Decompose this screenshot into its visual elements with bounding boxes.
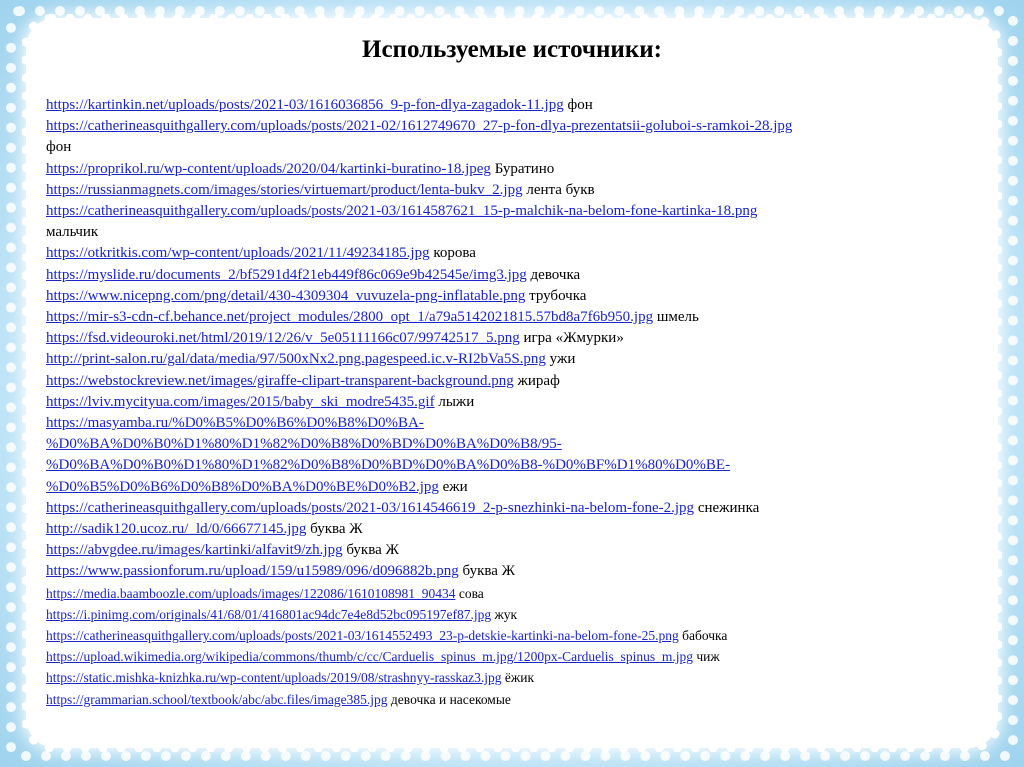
source-entry	[46, 159, 996, 180]
source-description: снежинка	[694, 499, 760, 516]
source-entry	[46, 201, 996, 222]
source-link[interactable]: https://grammarian.school/textbook/abc/abc.files/image385.jpg	[46, 691, 388, 707]
source-description: корова	[429, 245, 476, 262]
source-link[interactable]: https://www.passionforum.ru/upload/159/u15989/096/d096882b.png	[46, 563, 459, 580]
source-link[interactable]: https://media.baamboozle.com/uploads/images/122086/1610108981_90434	[46, 585, 456, 601]
source-description: фон	[46, 139, 72, 156]
source-link[interactable]: https://www.nicepng.com/png/detail/430-4309304_vuvuzela-png-inflatable.png	[46, 287, 526, 304]
source-link[interactable]: https://catherineasquithgallery.com/uploads/posts/2021-03/1614552493_23-p-detskie-kartinki-na-belom-fone-25.png	[46, 628, 679, 644]
source-link[interactable]: https://i.pinimg.com/originals/41/68/01/416801ac94dc7e4e8d52bc095197ef87.jpg	[46, 606, 492, 622]
source-description: Буратино	[490, 160, 555, 177]
source-description: буква Ж	[458, 563, 516, 580]
source-link[interactable]: %D0%BA%D0%B0%D1%80%D1%82%D0%B8%D0%BD%D0%BA%D0%B8/95-	[46, 436, 562, 453]
source-description: жираф	[513, 372, 560, 389]
source-entry	[46, 689, 996, 710]
source-link[interactable]: https://webstockreview.net/images/giraffe-clipart-transparent-background.png	[46, 372, 514, 389]
source-link[interactable]: http://print-salon.ru/gal/data/media/97/500xNx2.png.pagespeed.ic.v-RI2bVa5S.png	[46, 351, 546, 368]
source-entry	[46, 519, 996, 540]
source-entry	[46, 498, 996, 519]
source-entry	[46, 455, 996, 476]
source-entry	[46, 349, 996, 370]
source-link[interactable]: https://mir-s3-cdn-cf.behance.net/project_modules/2800_opt_1/a79a5142021815.57bd8a7f6b950.jpg	[46, 309, 654, 326]
source-description: буква Ж	[306, 521, 363, 538]
sources-list	[46, 95, 996, 710]
source-description: трубочка	[525, 287, 587, 304]
page-title: Используемые источники:	[362, 36, 662, 63]
source-entry	[46, 667, 996, 688]
source-entry	[46, 95, 996, 116]
source-entry	[46, 561, 996, 582]
source-entry	[46, 434, 996, 455]
source-link[interactable]: %D0%BA%D0%B0%D1%80%D1%82%D0%B8%D0%BD%D0%BA%D0%B8-%D0%BF%D1%80%D0%BE-	[46, 457, 731, 474]
source-link[interactable]: https://catherineasquithgallery.com/uploads/posts/2021-03/1614546619_2-p-snezhinki-na-belom-fone-2.jpg	[46, 499, 695, 516]
source-entry	[46, 540, 996, 561]
source-description: буква Ж	[342, 542, 399, 559]
source-description: ужи	[545, 351, 576, 368]
source-description: лыжи	[434, 393, 475, 410]
source-link[interactable]: https://lviv.mycityua.com/images/2015/baby_ski_modre5435.gif	[46, 393, 435, 410]
source-entry	[46, 243, 996, 264]
source-description: ёжик	[501, 670, 535, 686]
source-description: ежи	[438, 478, 468, 495]
source-entry	[46, 116, 996, 137]
source-description: бабочка	[678, 628, 728, 644]
source-description: фон	[563, 97, 593, 113]
source-description: чиж	[692, 649, 720, 665]
source-entry	[46, 328, 996, 349]
source-entry	[46, 307, 996, 328]
source-link[interactable]: https://myslide.ru/documents_2/bf5291d4f21eb449f86c069e9b42545e/img3.jpg	[46, 266, 527, 283]
source-description: жук	[491, 606, 518, 622]
source-entry	[46, 371, 996, 392]
source-link[interactable]: https://fsd.videouroki.net/html/2019/12/26/v_5e05111166c07/99742517_5.png	[46, 330, 520, 347]
source-description: девочка	[526, 266, 581, 283]
source-description: сова	[455, 585, 484, 601]
source-entry	[46, 604, 996, 625]
source-entry	[46, 646, 996, 667]
source-link[interactable]: https://static.mishka-knizhka.ru/wp-content/uploads/2019/08/strashnyy-rasskaz3.jpg	[46, 670, 502, 686]
source-link[interactable]: %D0%B5%D0%B6%D0%B8%D0%BA%D0%BE%D0%B2.jpg	[46, 478, 439, 495]
source-entry	[46, 392, 996, 413]
source-entry	[46, 413, 996, 434]
source-link[interactable]: https://kartinkin.net/uploads/posts/2021-03/1616036856_9-p-fon-dlya-zagadok-11.jpg	[46, 97, 564, 113]
source-link[interactable]: https://abvgdee.ru/images/kartinki/alfavit9/zh.jpg	[46, 542, 343, 559]
source-description: шмель	[653, 309, 699, 326]
source-link[interactable]: https://masyamba.ru/%D0%B5%D0%B6%D0%B8%D0%BA-	[46, 415, 424, 432]
source-entry	[46, 286, 996, 307]
source-link[interactable]: http://sadik120.ucoz.ru/_ld/0/66677145.jpg	[46, 521, 307, 538]
source-entry	[46, 180, 996, 201]
source-description: девочка и насекомые	[387, 691, 511, 707]
source-link[interactable]: https://upload.wikimedia.org/wikipedia/commons/thumb/c/cc/Carduelis_spinus_m.jpg/1200px-Carduelis_spinus_m.jpg	[46, 649, 693, 665]
source-entry	[46, 265, 996, 286]
source-link[interactable]: https://russianmagnets.com/images/stories/virtuemart/product/lenta-bukv_2.jpg	[46, 181, 523, 198]
source-entry	[46, 583, 996, 604]
source-link[interactable]: https://otkritkis.com/wp-content/uploads/2021/11/49234185.jpg	[46, 245, 430, 262]
source-link[interactable]: https://proprikol.ru/wp-content/uploads/2020/04/kartinki-buratino-18.jpeg	[46, 160, 491, 177]
source-entry	[46, 477, 996, 498]
source-description: игра «Жмурки»	[519, 330, 624, 347]
source-entry	[46, 222, 996, 243]
source-description: лента букв	[522, 181, 595, 198]
source-entry	[46, 625, 996, 646]
source-link[interactable]: https://catherineasquithgallery.com/uploads/posts/2021-03/1614587621_15-p-malchik-na-belom-fone-kartinka-18.png	[46, 203, 758, 220]
source-description: мальчик	[46, 224, 99, 241]
source-link[interactable]: https://catherineasquithgallery.com/uploads/posts/2021-02/1612749670_27-p-fon-dlya-prezentatsii-goluboi-s-ramkoi-28.jpg	[46, 118, 793, 135]
source-entry	[46, 137, 996, 158]
